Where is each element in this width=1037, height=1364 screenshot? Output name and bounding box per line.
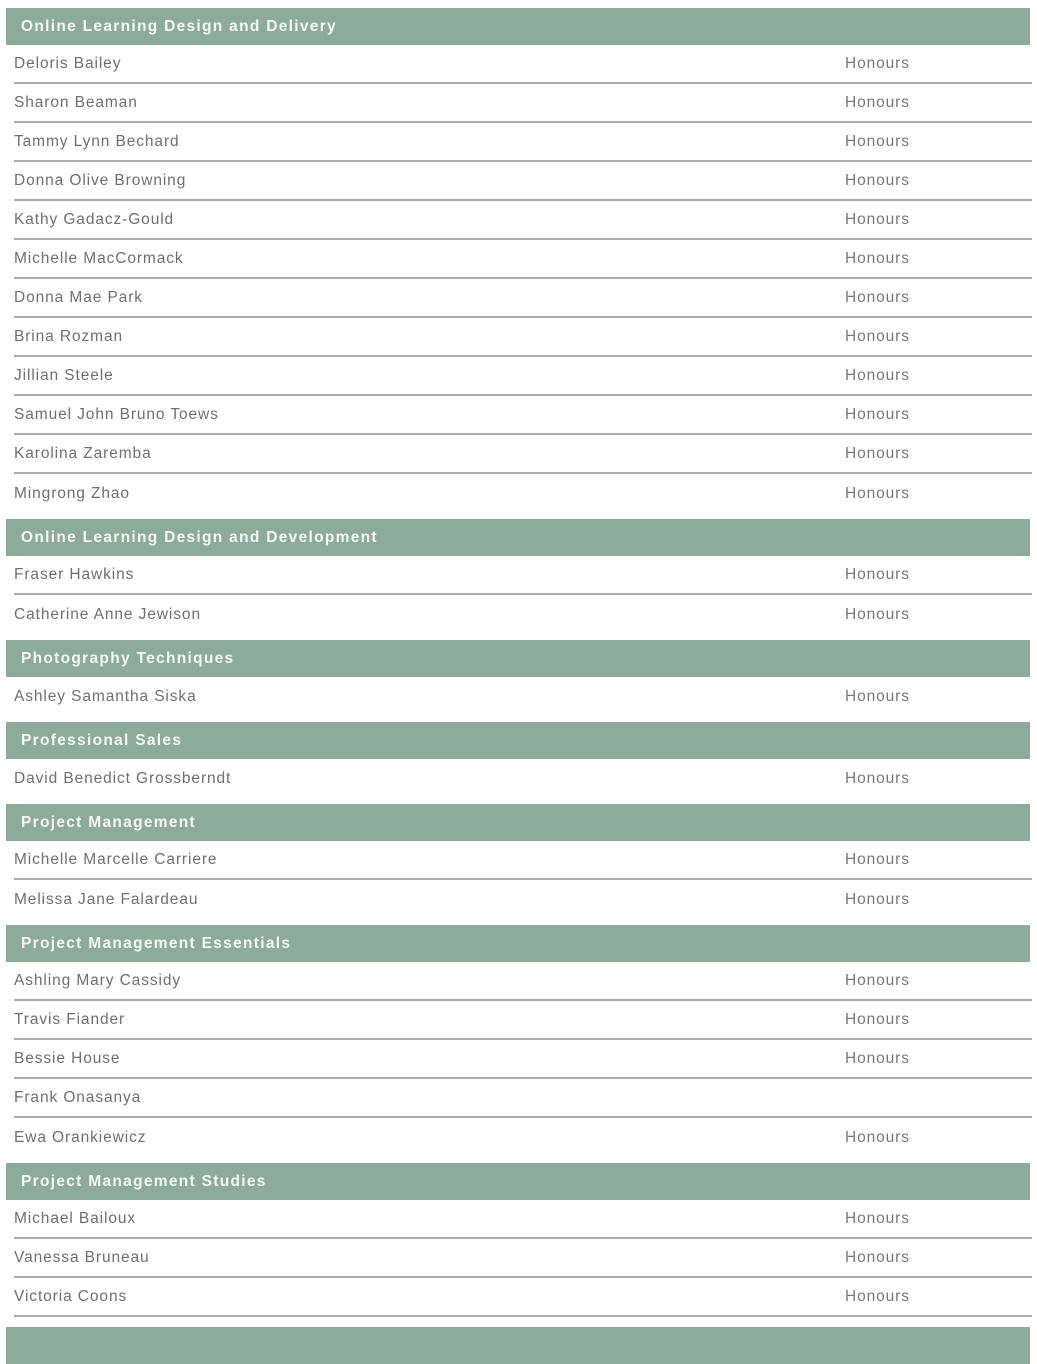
award-label: Honours [845,1287,910,1305]
award-label: Honours [845,565,910,583]
graduate-row [14,396,1032,435]
graduate-name: Ewa Orankiewicz [14,1128,147,1146]
graduate-row [14,240,1032,279]
graduate-row [14,1001,1032,1040]
section-title: Project Management Studies [21,1172,267,1190]
award-label: Honours [845,132,910,150]
graduate-row [14,1200,1032,1239]
award-label: Honours [845,288,910,306]
graduate-name: Fraser Hawkins [14,565,135,583]
award-label: Honours [845,249,910,267]
graduate-row [14,595,1032,634]
graduate-row [14,279,1032,318]
graduate-name: Mingrong Zhao [14,484,130,502]
award-label: Honours [845,210,910,228]
graduate-row [14,962,1032,1001]
graduate-name: Kathy Gadacz-Gould [14,210,175,228]
graduate-row [14,201,1032,240]
award-label: Honours [845,405,910,423]
section-header [6,722,1030,759]
graduate-name: David Benedict Grossberndt [14,769,232,787]
award-label: Honours [845,444,910,462]
graduate-name: Donna Mae Park [14,288,143,306]
graduate-row [14,435,1032,474]
section-title: Photography Techniques [21,649,235,667]
section-header [6,804,1030,841]
award-label: Honours [845,1049,910,1067]
graduate-name: Catherine Anne Jewison [14,605,201,623]
award-label: Honours [845,1128,910,1146]
award-label: Honours [845,971,910,989]
graduate-row [14,162,1032,201]
graduate-name: Karolina Zaremba [14,444,152,462]
section-header [6,925,1030,962]
award-label: Honours [845,93,910,111]
graduate-row [14,474,1032,513]
graduate-name: Jillian Steele [14,366,114,384]
graduate-row [14,677,1032,716]
graduate-row [14,123,1032,162]
graduate-name: Sharon Beaman [14,93,138,111]
award-label: Honours [845,1010,910,1028]
graduate-row [14,1278,1032,1317]
section-title: Project Management Essentials [21,934,292,952]
graduate-name: Michelle Marcelle Carriere [14,850,218,868]
award-label: Honours [845,366,910,384]
graduate-name: Deloris Bailey [14,54,122,72]
award-label: Honours [845,1209,910,1227]
graduate-row [14,880,1032,919]
graduate-name: Donna Olive Browning [14,171,187,189]
graduate-name: Bessie House [14,1049,121,1067]
graduate-row [14,45,1032,84]
graduate-name: Melissa Jane Falardeau [14,890,199,908]
graduate-name: Travis Fiander [14,1010,126,1028]
graduate-row [14,357,1032,396]
graduate-name: Samuel John Bruno Toews [14,405,219,423]
award-label: Honours [845,484,910,502]
partial-section-header [6,1327,1030,1364]
graduate-name: Ashling Mary Cassidy [14,971,182,989]
graduate-row [14,1040,1032,1079]
award-label: Honours [845,769,910,787]
award-label: Honours [845,605,910,623]
award-label: Honours [845,171,910,189]
section-title: Online Learning Design and Development [21,528,378,546]
graduate-row [14,556,1032,595]
graduate-name: Michelle MacCormack [14,249,184,267]
graduate-name: Vanessa Bruneau [14,1248,150,1266]
graduate-name: Michael Bailoux [14,1209,137,1227]
graduate-row [14,1079,1032,1118]
section-title: Project Management [21,813,196,831]
award-label: Honours [845,850,910,868]
graduate-row [14,1239,1032,1278]
graduate-row [14,318,1032,357]
graduate-name: Ashley Samantha Siska [14,687,197,705]
section-header [6,8,1030,45]
graduate-row [14,841,1032,880]
section-title: Professional Sales [21,731,183,749]
graduate-name: Brina Rozman [14,327,124,345]
graduate-name: Victoria Coons [14,1287,128,1305]
section-header [6,640,1030,677]
graduate-row [14,759,1032,798]
award-label: Honours [845,687,910,705]
graduate-row [14,1118,1032,1157]
section-header [6,1163,1030,1200]
award-label: Honours [845,890,910,908]
graduate-name: Tammy Lynn Bechard [14,132,180,150]
award-label: Honours [845,1248,910,1266]
section-title: Online Learning Design and Delivery [21,17,337,35]
award-label: Honours [845,54,910,72]
section-header [6,519,1030,556]
award-label: Honours [845,327,910,345]
graduate-row [14,84,1032,123]
graduate-name: Frank Onasanya [14,1088,142,1106]
